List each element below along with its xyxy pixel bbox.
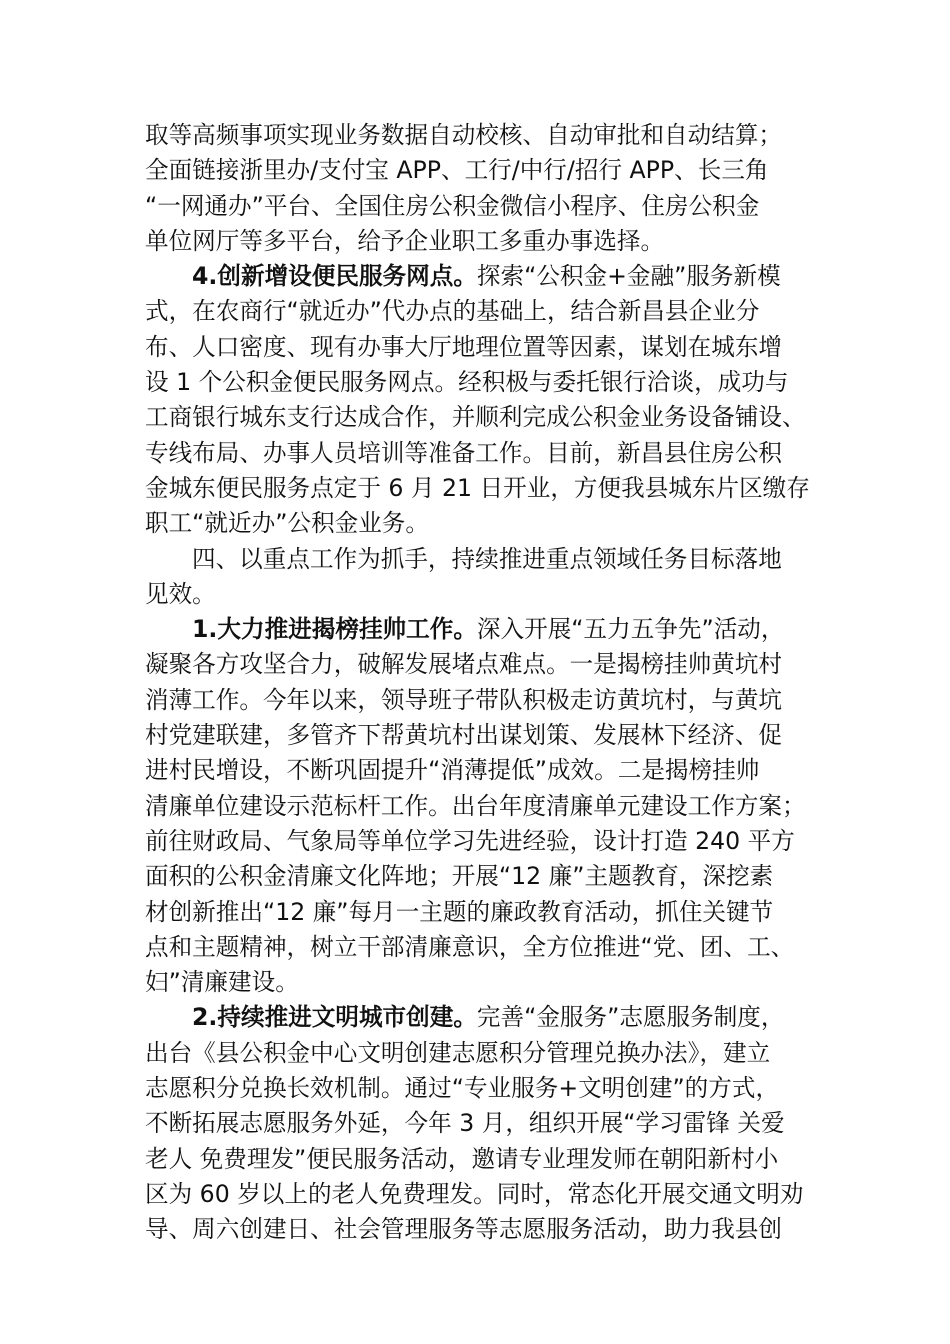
text-line: 区为 60 岁以上的老人免费理发。同时，常态化开展交通文明劝 <box>145 1179 804 1208</box>
text-line: 进村民增设，不断巩固提升“消薄提低”成效。二是揭榜挂帅 <box>145 756 760 785</box>
text-line: 专线布局、办事人员培训等准备工作。目前，新昌县住房公积 <box>145 438 783 467</box>
text-line: 布、人口密度、现有办事大厅地理位置等因素，谋划在城东增 <box>145 332 783 361</box>
section-heading-line <box>145 1000 805 1035</box>
text-line: 设 1 个公积金便民服务网点。经积极与委托银行洽谈，成功与 <box>145 368 789 397</box>
text-line: “一网通办”平台、全国住房公积金微信小程序、住房公积金 <box>145 191 760 220</box>
text-line: 前往财政局、气象局等单位学习先进经验，设计打造 240 平方 <box>145 826 795 855</box>
text-run: 完善“金服务”志愿服务制度， <box>476 1003 785 1032</box>
section-heading-line <box>145 259 805 294</box>
text-line: 妇”清廉建设。 <box>145 968 299 997</box>
text-line: 凝聚各方攻坚合力，破解发展堵点难点。一是揭榜挂帅黄坑村 <box>145 650 783 679</box>
section-heading: 2.持续推进文明城市创建。 <box>192 1003 477 1032</box>
text-line: 职工“就近办”公积金业务。 <box>145 509 429 538</box>
text-line: 见效。 <box>145 579 216 608</box>
text-run: 深入开展“五力五争先”活动， <box>476 615 785 644</box>
text-line: 金城东便民服务点定于 6 月 21 日开业，方便我县城东片区缴存 <box>145 473 810 502</box>
text-line: 单位网厅等多平台，给予企业职工多重办事选择。 <box>145 226 665 255</box>
text-line: 式，在农商行“就近办”代办点的基础上，结合新昌县企业分 <box>145 297 760 326</box>
text-line: 导、周六创建日、社会管理服务等志愿服务活动，助力我县创 <box>145 1215 783 1244</box>
text-line: 取等高频事项实现业务数据自动校核、自动审批和自动结算； <box>145 121 783 149</box>
text-line: 村党建联建，多管齐下帮黄坑村出谋划策、发展林下经济、促 <box>145 721 783 750</box>
text-line: 清廉单位建设示范标杆工作。出台年度清廉单元建设工作方案； <box>145 791 806 820</box>
text-line: 工商银行城东支行达成合作，并顺利完成公积金业务设备铺设、 <box>145 403 806 432</box>
document-page <box>145 118 810 1248</box>
text-run: 探索“公积金+金融”服务新模 <box>476 262 781 291</box>
text-line: 全面链接浙里办/支付宝 APP、工行/中行/招行 APP、长三角 <box>145 156 769 185</box>
text-line: 面积的公积金清廉文化阵地；开展“12 廉”主题教育，深挖素 <box>145 862 774 891</box>
text-line: 消薄工作。今年以来，领导班子带队积极走访黄坑村，与黄坑 <box>145 685 783 714</box>
section-heading: 1.大力推进揭榜挂帅工作。 <box>192 615 477 644</box>
text-line: 志愿积分兑换长效机制。通过“专业服务+文明创建”的方式， <box>145 1074 780 1103</box>
section-heading: 4.创新增设便民服务网点。 <box>192 262 477 291</box>
section-heading-line <box>145 612 805 647</box>
text-line: 点和主题精神，树立干部清廉意识，全方位推进“党、团、工、 <box>145 932 795 961</box>
chapter-heading-line: 四、以重点工作为抓手，持续推进重点领域任务目标落地 <box>192 544 782 573</box>
text-line: 不断拓展志愿服务外延，今年 3 月，组织开展“学习雷锋 关爱 <box>145 1109 785 1138</box>
text-line: 材创新推出“12 廉”每月一主题的廉政教育活动，抓住关键节 <box>145 897 774 926</box>
text-line: 老人 免费理发”便民服务活动，邀请专业理发师在朝阳新村小 <box>145 1144 779 1173</box>
text-line: 出台《县公积金中心文明创建志愿积分管理兑换办法》，建立 <box>145 1038 771 1067</box>
